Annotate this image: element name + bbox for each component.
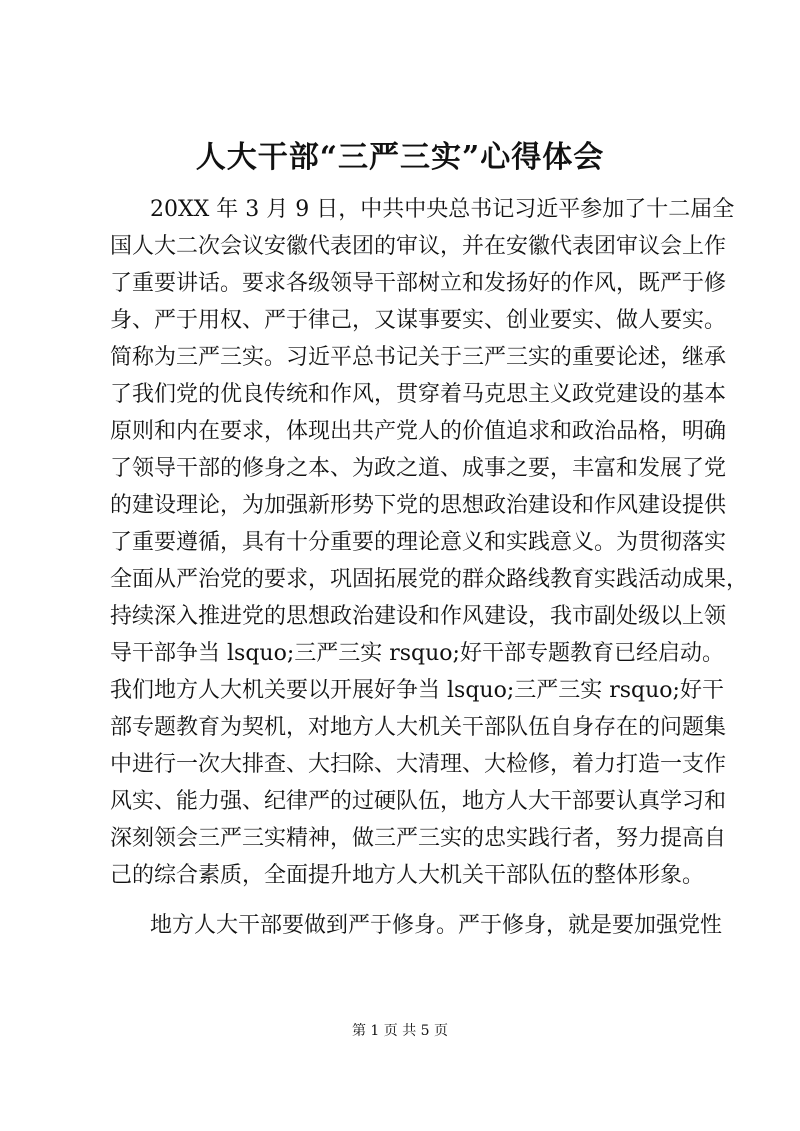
document-body bbox=[110, 191, 749, 944]
text-line: 了领导干部的修身之本、为政之道、成事之要，丰富和发展了党 bbox=[110, 456, 727, 481]
text-line: 深刻领会三严三实精神，做三严三实的忠实践行者，努力提高自 bbox=[110, 826, 727, 851]
text-line: 了重要讲话。要求各级领导干部树立和发扬好的作风，既严于修 bbox=[110, 271, 727, 296]
text-line: 了我们党的优良传统和作风，贯穿着马克思主义政党建设的基本 bbox=[110, 382, 727, 407]
text-line: 部专题教育为契机，对地方人大机关干部队伍自身存在的问题集 bbox=[110, 715, 727, 740]
text-line: 简称为三严三实。习近平总书记关于三严三实的重要论述，继承 bbox=[110, 345, 727, 370]
text-line: 的建设理论，为加强新形势下党的思想政治建设和作风建设提供 bbox=[110, 493, 727, 518]
page-footer: 第 1 页 共 5 页 bbox=[351, 1023, 449, 1039]
paragraph-2 bbox=[110, 907, 723, 944]
text-line: 风实、能力强、纪律严的过硬队伍，地方人大干部要认真学习和 bbox=[110, 789, 727, 814]
text-line: 我们地方人大机关要以开展好争当 lsquo;三严三实 rsquo;好干 bbox=[110, 678, 724, 703]
paragraph-1 bbox=[110, 191, 749, 894]
text-line: 导干部争当 lsquo;三严三实 rsquo;好干部专题教育已经启动。 bbox=[110, 641, 724, 666]
text-line: 全面从严治党的要求，巩固拓展党的群众路线教育实践活动成果， bbox=[110, 567, 749, 592]
text-line: 身、严于用权、严于律己，又谋事要实、创业要实、做人要实。 bbox=[110, 308, 727, 333]
page-title: 人大干部“三严三实”心得体会 bbox=[195, 140, 605, 175]
text-line: 地方人大干部要做到严于修身。严于修身，就是要加强党性 bbox=[150, 913, 723, 938]
text-line: 原则和内在要求，体现出共产党人的价值追求和政治品格，明确 bbox=[110, 419, 727, 444]
text-line: 20XX 年 3 月 9 日，中共中央总书记习近平参加了十二届全 bbox=[150, 197, 735, 222]
text-line: 国人大二次会议安徽代表团的审议，并在安徽代表团审议会上作 bbox=[110, 234, 727, 259]
text-line: 己的综合素质，全面提升地方人大机关干部队伍的整体形象。 bbox=[110, 863, 705, 888]
text-line: 中进行一次大排查、大扫除、大清理、大检修，着力打造一支作 bbox=[110, 752, 727, 777]
text-line: 了重要遵循，具有十分重要的理论意义和实践意义。为贯彻落实 bbox=[110, 530, 727, 555]
paragraph-spacer bbox=[110, 894, 710, 907]
text-line: 持续深入推进党的思想政治建设和作风建设，我市副处级以上领 bbox=[110, 604, 727, 629]
